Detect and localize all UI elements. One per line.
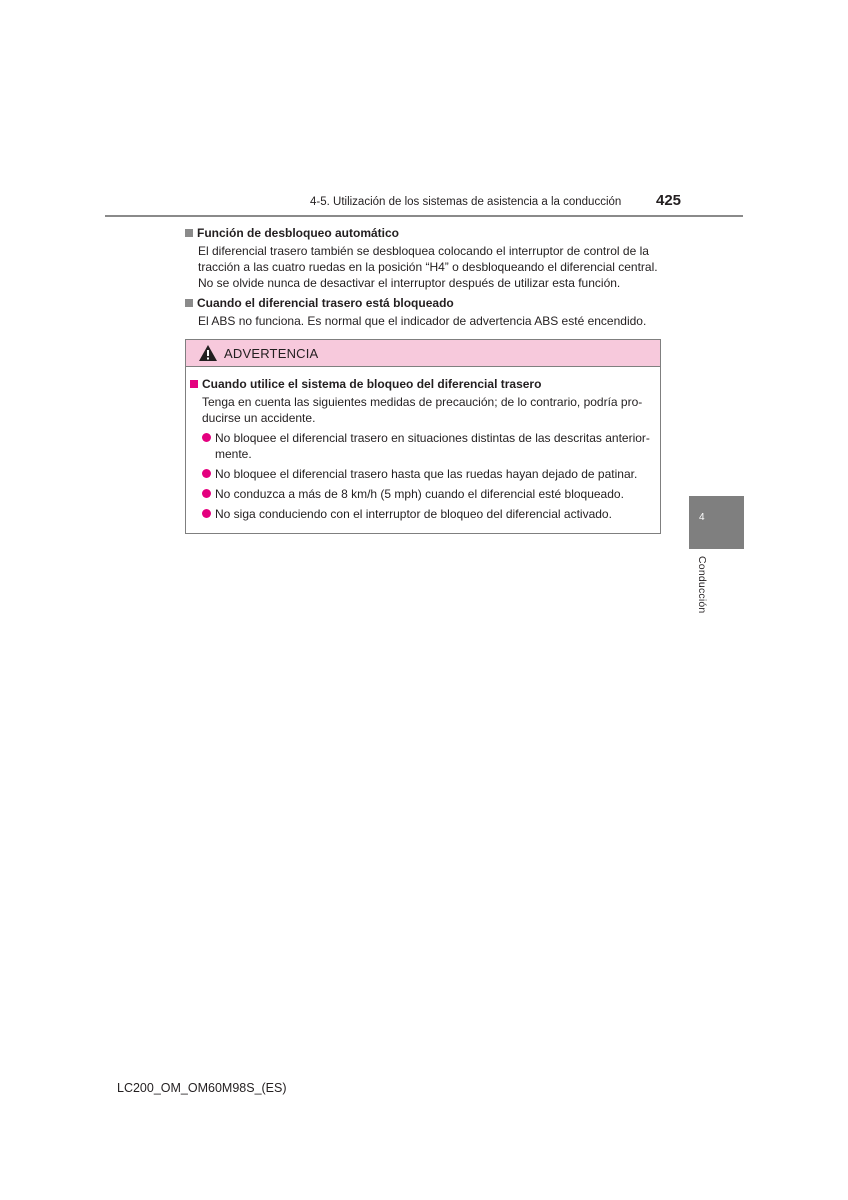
document-code: LC200_OM_OM60M98S_(ES) (117, 1081, 287, 1095)
warning-heading-text: Cuando utilice el sistema de bloqueo del diferencial trasero (202, 377, 542, 391)
warning-box (185, 339, 661, 534)
warning-heading (190, 376, 656, 392)
header-rule (105, 215, 743, 217)
body-line: El ABS no funciona. Es normal que el indicador de advertencia ABS esté encendido. (198, 314, 647, 328)
body-line: El diferencial trasero también se desbloquea colocando el interruptor de control de la (198, 244, 649, 258)
pink-square-icon (190, 380, 198, 388)
pink-dot-icon (202, 489, 211, 498)
square-bullet-icon (185, 229, 193, 237)
chapter-number: 4 (699, 512, 705, 523)
section-body (198, 313, 665, 329)
section-heading-text: Función de desbloqueo automático (197, 226, 400, 240)
list-item (202, 466, 656, 482)
body-line: tracción a las cuatro ruedas en la posición “H4” o desbloqueando el diferencial central. (198, 260, 658, 274)
list-item (202, 430, 656, 462)
bullet-line: No bloquee el diferencial trasero en situaciones distintas de las descritas anterior- (215, 431, 650, 445)
intro-line: ducirse un accidente. (202, 411, 316, 425)
list-item (202, 486, 656, 502)
section-heading (185, 295, 665, 311)
section-heading (185, 225, 665, 241)
pink-dot-icon (202, 509, 211, 518)
chapter-tab (689, 496, 744, 549)
warning-title: ADVERTENCIA (224, 345, 319, 361)
square-bullet-icon (185, 299, 193, 307)
page-number: 425 (656, 192, 682, 209)
bullet-line: No bloquee el diferencial trasero hasta que las ruedas hayan dejado de patinar. (215, 467, 638, 481)
section-title: 4-5. Utilización de los sistemas de asistencia a la conducción (310, 196, 622, 208)
pink-dot-icon (202, 433, 211, 442)
bullet-line: mente. (215, 447, 252, 461)
section-body (198, 243, 665, 291)
body-line: No se olvide nunca de desactivar el interruptor después de utilizar esta función. (198, 276, 621, 290)
section-heading-text: Cuando el diferencial trasero está bloqueado (197, 296, 454, 310)
bullet-line: No siga conduciendo con el interruptor de bloqueo del diferencial activado. (215, 507, 612, 521)
warning-content (190, 376, 656, 522)
pink-dot-icon (202, 469, 211, 478)
section-rear-locked (185, 295, 665, 329)
warning-triangle-icon (198, 344, 218, 362)
warning-intro (202, 394, 656, 426)
bullet-line: No conduzca a más de 8 km/h (5 mph) cuando el diferencial esté bloqueado. (215, 487, 624, 501)
intro-line: Tenga en cuenta las siguientes medidas de precaución; de lo contrario, podría pro- (202, 395, 643, 409)
chapter-label: Conducción (696, 556, 708, 614)
list-item (202, 506, 656, 522)
warning-header (186, 340, 660, 367)
section-auto-unlock (185, 225, 665, 291)
